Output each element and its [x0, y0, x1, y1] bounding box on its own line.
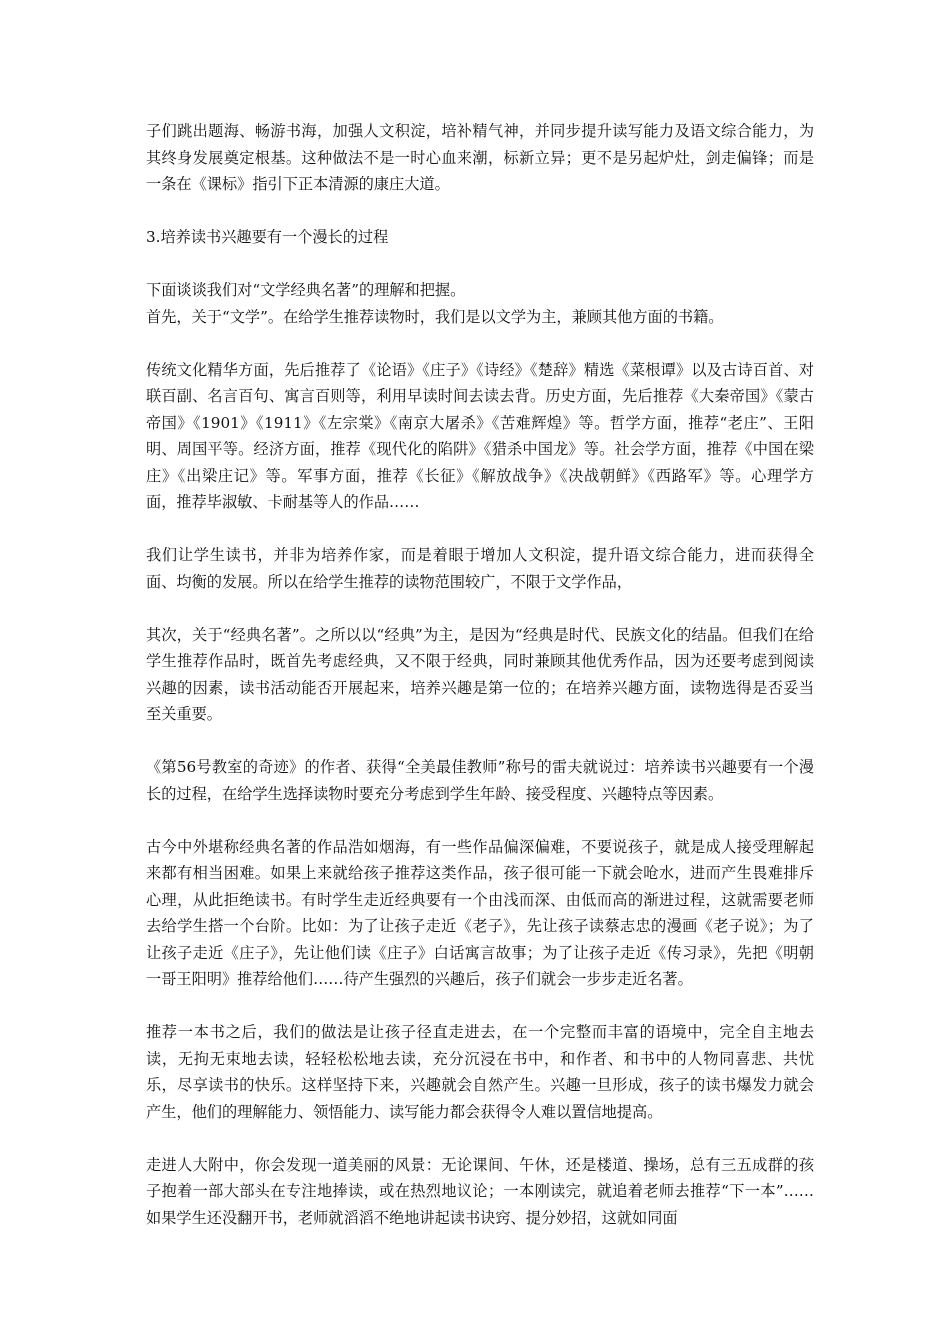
paragraph-reading-method: 推荐一本书之后，我们的做法是让孩子径直走进去，在一个完整而丰富的语境中，完全自主地去读，无拘无束地去读，轻轻松松地去读，充分沉浸在书中，和作者、和书中的人物同喜悲、共忧乐，尽享读书的快乐。这样坚持下来，兴趣就会自然产生。兴趣一旦形成，孩子的读书爆发力就会产生，他们的理解能力、领悟能力、读写能力都会获得令人难以置信地提高。	[146, 1023, 814, 1121]
paragraph-reading-purpose: 我们让学生读书，并非为培养作家，而是着眼于增加人文积淀，提升语文综合能力，进而获得全面、均衡的发展。所以在给学生推荐的读物范围较广，不限于文学作品，	[146, 546, 814, 591]
paragraph-recommended-books: 传统文化精华方面，先后推荐了《论语》《庄子》《诗经》《楚辞》精选《菜根谭》以及古诗百首、对联百副、名言百句、寓言百则等，利用早读时间去读去背。历史方面，先后推荐《大秦帝国》《蒙古帝国》《1901》《1911》《左宗棠》《南京大屠杀》《苦难辉煌》等。哲学方面，推荐“老庄”、王阳明、周国平等。经济方面，推荐《现代化的陷阱》《猎杀中国龙》等。社会学方面，推荐《中国在梁庄》《出梁庄记》等。军事方面，推荐《长征》《解放战争》《决战朝鲜》《西路军》等。心理学方面，推荐毕淑敏、卡耐基等人的作品……	[146, 360, 814, 511]
document-body	[146, 118, 814, 1231]
paragraph-understanding: 下面谈谈我们对“文学经典名著”的理解和把握。	[146, 281, 466, 299]
paragraph-stepping-stones: 古今中外堪称经典名著的作品浩如烟海，有一些作品偏深偏难，不要说孩子，就是成人接受理解起来都有相当困难。如果上来就给孩子推荐这类作品，孩子很可能一下就会呛水，进而产生畏难排斥心理，从此拒绝读书。有时学生走近经典要有一个由浅而深、由低而高的渐进过程，这就需要老师去给学生搭一个台阶。比如：为了让孩子走近《老子》，先让孩子读蔡志忠的漫画《老子说》；为了让孩子走近《庄子》，先让他们读《庄子》白话寓言故事；为了让孩子走近《传习录》，先把《明朝一哥王阳明》推荐给他们……待产生强烈的兴趣后，孩子们就会一步步走近名著。	[146, 837, 814, 988]
paragraph-rafe-quote: 《第56号教室的奇迹》的作者、获得“全美最佳教师”称号的雷夫就说过：培养读书兴趣要有一个漫长的过程，在给学生选择读物时要充分考虑到学生年龄、接受程度、兴趣特点等因素。	[146, 758, 814, 803]
paragraph-school-scene: 走进人大附中，你会发现一道美丽的风景：无论课间、午休，还是楼道、操场，总有三五成群的孩子抱着一部大部头在专注地捧读，或在热烈地议论；一本刚读完，就追着老师去推荐“下一本”……如果学生还没翻开书，老师就滔滔不绝地讲起读书诀窍、提分妙招，这就如同面	[146, 1155, 814, 1227]
section-heading: 3.培养读书兴趣要有一个漫长的过程	[146, 228, 389, 246]
paragraph-classics: 其次，关于“经典名著”。之所以以“经典”为主，是因为“经典是时代、民族文化的结晶。但我们在给学生推荐作品时，既首先考虑经典，又不限于经典，同时兼顾其他优秀作品，因为还要考虑到阅读兴趣的因素，读书活动能否开展起来，培养兴趣是第一位的；在培养兴趣方面，读物选得是否妥当至关重要。	[146, 625, 814, 723]
paragraph-intro: 子们跳出题海、畅游书海，加强人文积淀，培补精气神，并同步提升读写能力及语文综合能力，为其终身发展奠定根基。这种做法不是一时心血来潮，标新立异；更不是另起炉灶，剑走偏锋；而是一条在《课标》指引下正本清源的康庄大道。	[146, 122, 814, 193]
paragraph-literature: 首先，关于“文学”。在给学生推荐读物时，我们是以文学为主，兼顾其他方面的书籍。	[146, 307, 724, 326]
